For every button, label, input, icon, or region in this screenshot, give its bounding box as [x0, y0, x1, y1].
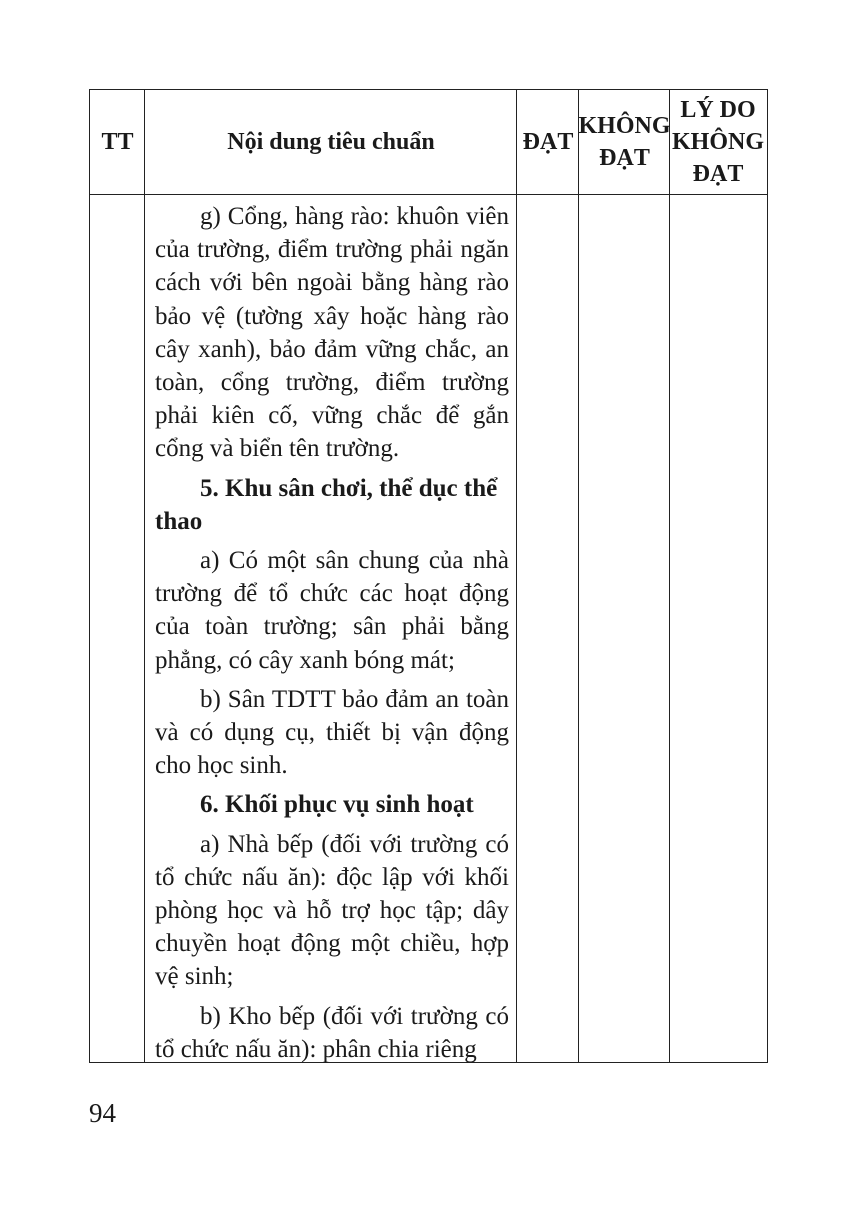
- page-number: 94: [89, 1098, 116, 1128]
- header-ly-do: LÝ DO KHÔNG ĐẠT: [671, 97, 764, 187]
- criteria-table: [89, 89, 768, 1063]
- header-dat: ĐẠT: [522, 129, 574, 155]
- header-content: Nội dung tiêu chuẩn: [227, 129, 435, 155]
- section-heading: 5. Khu sân chơi, thể dục thể thao: [155, 474, 498, 535]
- criterion-paragraph: a) Nhà bếp (đối với trường có tổ chức nấu ăn): độc lập với khối phòng học và hỗ trợ học tập; dây chuyền hoạt động một chiều, hợp vệ sinh;: [155, 830, 509, 991]
- column-divider: [578, 90, 579, 1062]
- criterion-paragraph: b) Sân TDTT bảo đảm an toàn và có dụng cụ, thiết bị vận động cho học sinh.: [155, 685, 509, 780]
- column-divider: [144, 90, 145, 1062]
- criterion-paragraph: b) Kho bếp (đối với trường có tổ chức nấu ăn): phân chia riêng: [155, 1002, 509, 1063]
- criteria-content-cell: [146, 194, 517, 1072]
- section-heading: 6. Khối phục vụ sinh hoạt: [200, 791, 474, 819]
- column-divider: [669, 90, 670, 1062]
- header-khong-dat: KHÔNG ĐẠT: [578, 113, 671, 171]
- header-tt: TT: [101, 129, 134, 155]
- criterion-paragraph: a) Có một sân chung của nhà trường để tổ chức các hoạt động của toàn trường; sân phải bằng phẳng, có cây xanh bóng mát;: [155, 547, 509, 674]
- criterion-paragraph: g) Cổng, hàng rào: khuôn viên của trường, điểm trường phải ngăn cách với bên ngoài bằng hàng rào bảo vệ (tường xây hoặc hàng rào cây xanh), bảo đảm vững chắc, an toàn, cổng trường, điểm trường phải kiên cố, vững chắc để gắn cổng và biển tên trường.: [155, 203, 509, 463]
